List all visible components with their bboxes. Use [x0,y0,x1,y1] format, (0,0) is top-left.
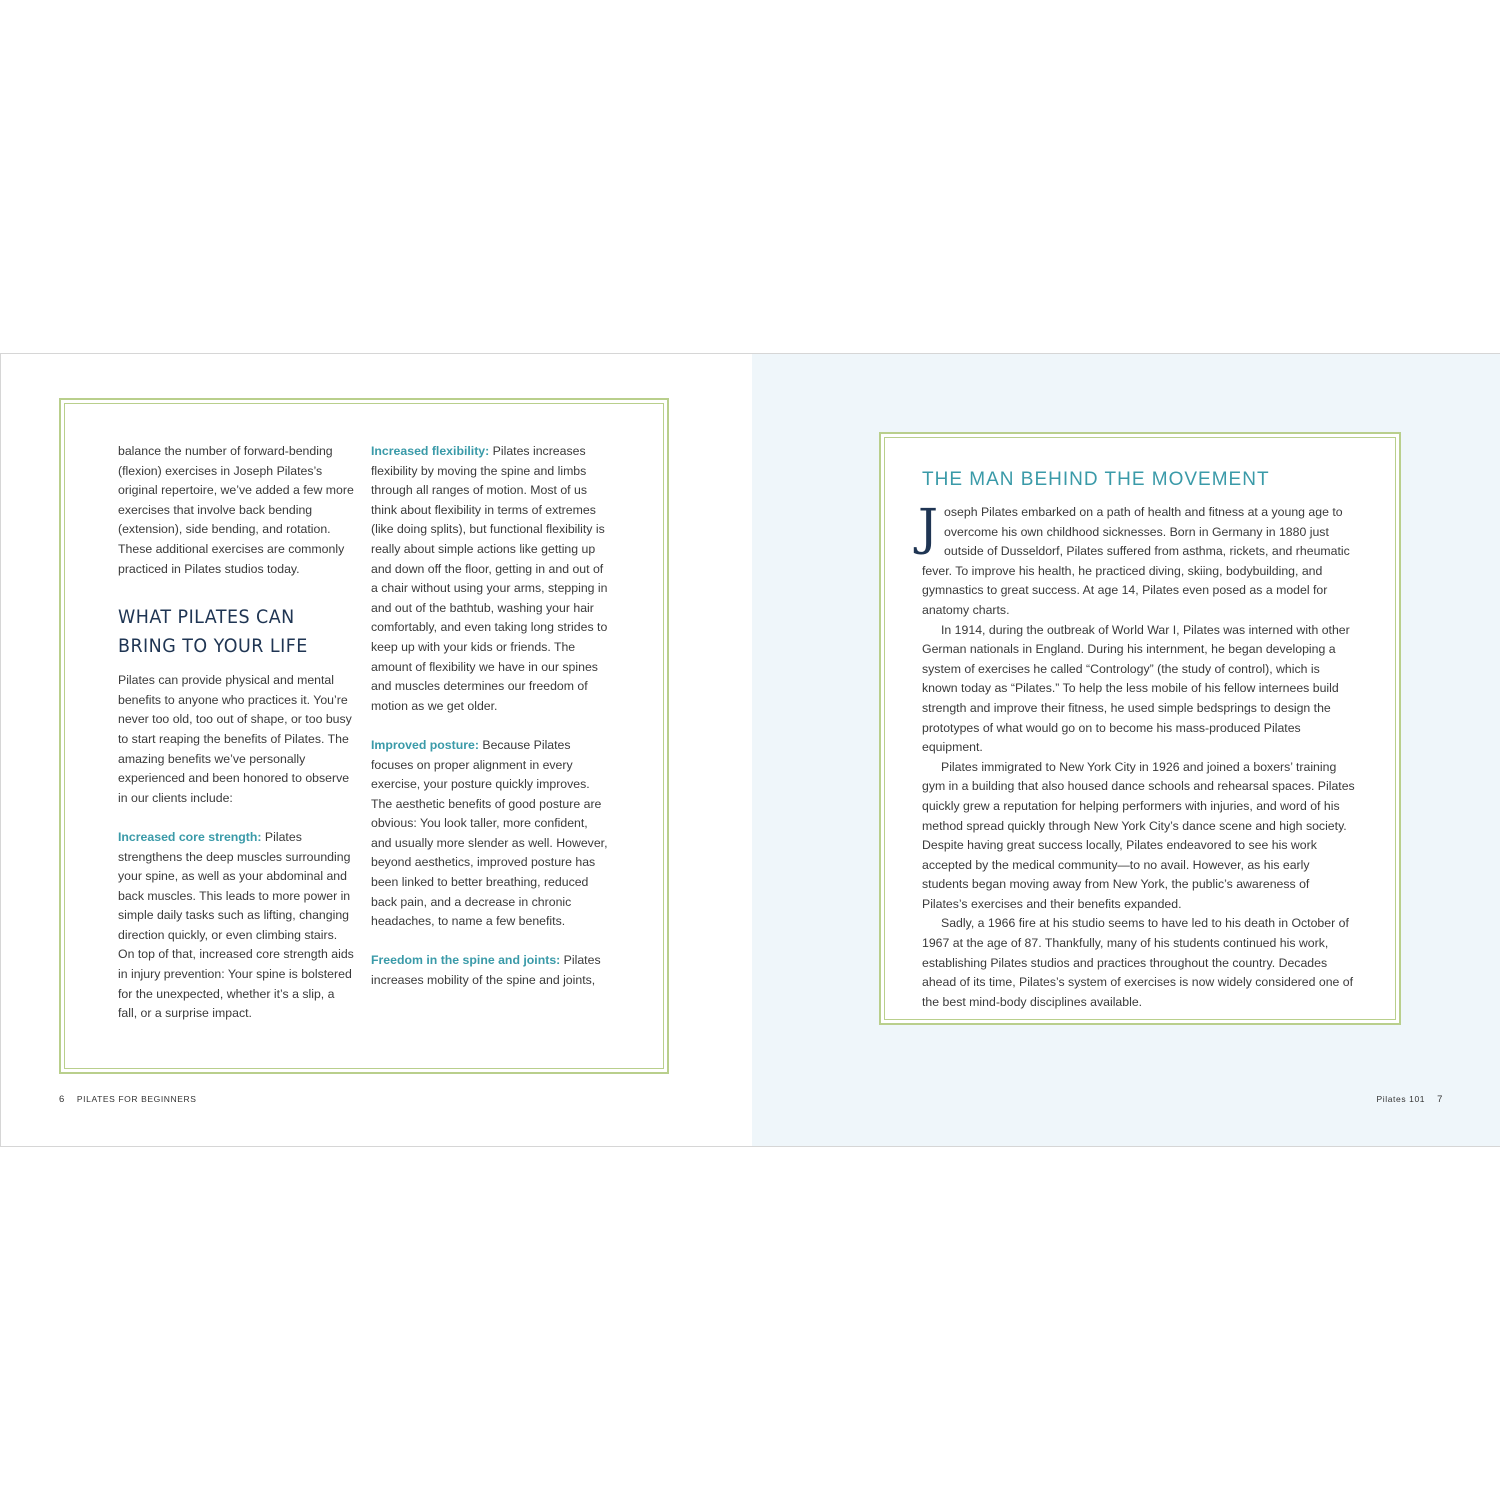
history-paragraph-3: Pilates immigrated to New York City in 1926 and joined a boxers’ training gym in a building that also housed dance schools and rehearsal spaces. Pilates quickly grew a reputation for helping performers with injuries, and word of his method spread quickly through New York City’s dance scene and high society. Despite having great success locally, Pilates endeavored to see his work accepted by the medical community—to no avail. However, as his early students began moving away from New York, the public’s awareness of Pilates’s exercises and their benefits expanded. [922,759,1355,911]
benefit-text: Because Pilates focuses on proper alignment in every exercise, your posture quickly improves. The aesthetic benefits of good posture are obvious: You look taller, more confident, and usually more slender as well. However, beyond aesthetics, improved posture has been linked to better breathing, reduced back pain, and a decrease in chronic headaches, to name a few benefits. [371,737,608,929]
benefit-posture [371,736,609,932]
benefits-intro-paragraph: Pilates can provide physical and mental benefits to anyone who practices it. You’re never too old, too out of shape, or too busy to start reaping the benefits of Pilates. The amazing benefits we’ve personally experienced and been honored to observe in our clients include: [118,673,352,805]
left-column-1 [118,442,354,1024]
drop-cap: J [918,498,939,556]
benefit-term: Increased flexibility: [371,444,490,458]
paragraph-text: oseph Pilates embarked on a path of health and fitness at a young age to overcome his own childhood sicknesses. Born in Germany in 1880 just outside of Dusseldorf, Pilates suffered from asthma, rickets, and rheumatic fever. To improve his health, he practiced diving, skiing, bodybuilding, and gymnastics to great success. At age 14, Pilates even posed as a model for anatomy charts. [922,505,1350,617]
right-folio [1376,1094,1443,1105]
history-paragraph-4: Sadly, a 1966 fire at his studio seems to have led to his death in October of 1967 at the age of 87. Thankfully, many of his students continued his work, establishing Pilates studios and practices throughout the country. Decades ahead of its time, Pilates’s system of exercises is now widely considered one of the best mind-body disciplines available. [922,916,1354,1009]
left-column-2 [371,442,609,991]
section-heading: WHAT PILATES CAN BRING TO YOUR LIFE [118,606,308,658]
history-paragraph-1 [918,498,1358,621]
benefit-core-strength [118,828,354,1024]
benefit-text: Pilates strengthens the deep muscles surrounding your spine, as well as your abdominal and back muscles. This leads to more power in simple daily tasks such as lifting, changing direction quickly, or even climbing stairs. On top of that, increased core strength aids in injury prevention: Your spine is bolstered for the unexpected, whether it’s a slip, a fall, or a surprise impact. [118,829,354,1021]
running-title: PILATES FOR BEGINNERS [76,1094,197,1104]
benefit-text: Pilates increases mobility of the spine and joints, [371,953,601,988]
page-number: 6 [59,1094,65,1105]
left-folio [59,1094,197,1105]
page-number: 7 [1437,1094,1443,1105]
benefit-freedom [371,951,609,990]
running-title: Pilates 101 [1376,1094,1426,1104]
benefit-flexibility [371,442,609,716]
benefit-term: Increased core strength: [118,829,262,844]
intro-paragraph: balance the number of forward-bending (flexion) exercises in Joseph Pilates’s original repertoire, we’ve added a few more exercises that involve back bending (extension), side bending, and rotation. These additional exercises are commonly practiced in Pilates studios today. [118,444,354,576]
history-paragraph-2: In 1914, during the outbreak of World War I, Pilates was interned with other German nationals in England. During his internment, he began developing a system of exercises he called “Contrology” (the study of control), which is known today as “Pilates.” To help the less mobile of his fellow internees build strength and improve their fitness, he used simple bedsprings to design the prototypes of what would go on to become his mass-produced Pilates equipment. [922,622,1350,755]
sidebar-heading: THE MAN BEHIND THE MOVEMENT [922,469,1270,490]
benefit-text: Pilates increases flexibility by moving the spine and limbs through all ranges of motion. Most of us think about flexibility in terms of extremes (like doing splits), but functional flexibility is really about simple actions like getting up and down off the floor, getting in and out of a chair without using your arms, stepping in and out of the bathtub, washing your hair comfortably, and even taking long strides to keep up with your kids or friends. The amount of flexibility we have in our spines and muscles determines our freedom of motion as we get older. [371,444,608,713]
benefit-term: Freedom in the spine and joints: [371,953,561,968]
right-column [918,467,1358,1012]
benefit-term: Improved posture: [371,737,479,752]
book-spread [0,353,1500,1147]
